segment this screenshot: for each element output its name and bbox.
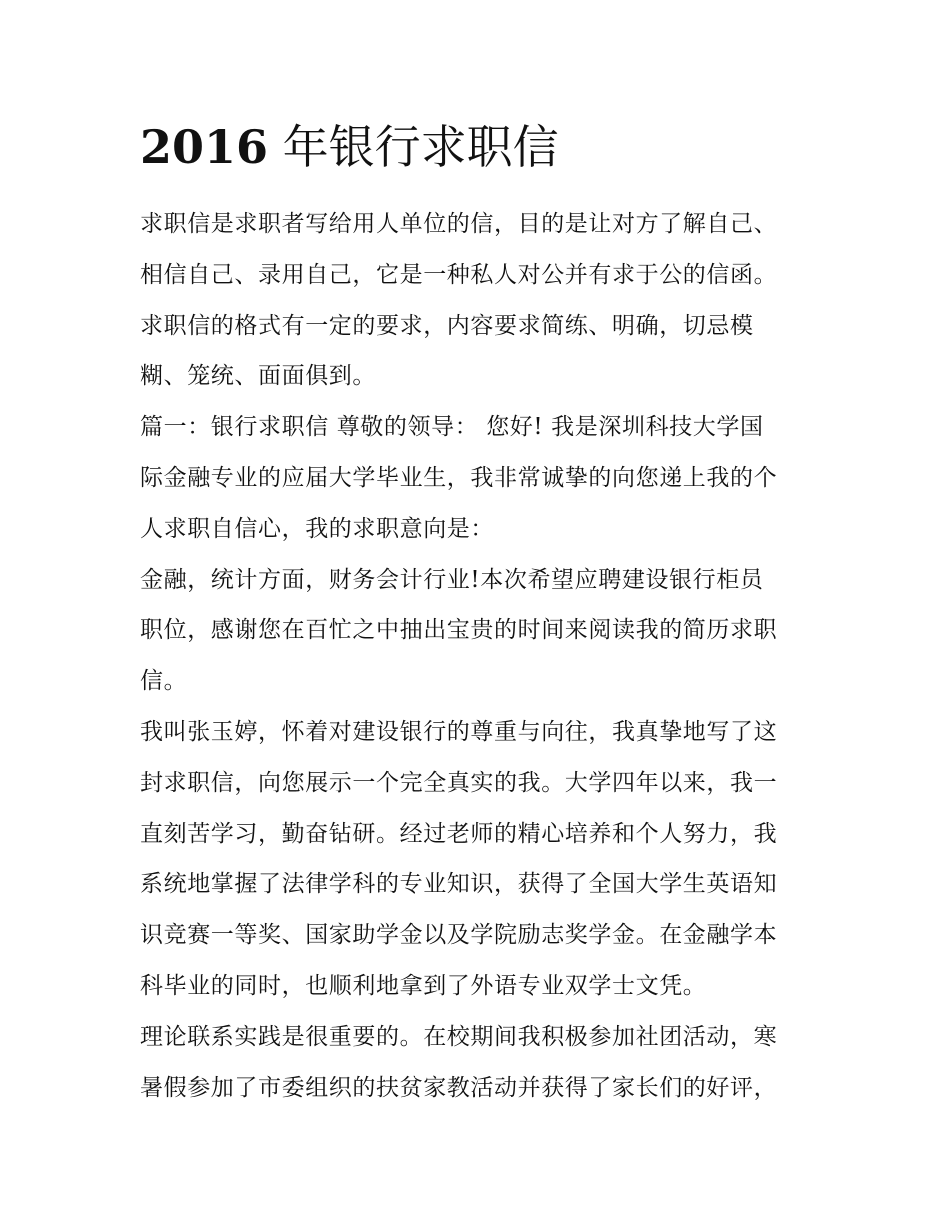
- title-text: 年银行求职信: [282, 120, 559, 174]
- text-line: 识竞赛一等奖、国家助学金以及学院励志奖学金。在金融学本: [140, 922, 778, 949]
- text-line: 职位，感谢您在百忙之中抽出宝贵的时间来阅读我的简历求职: [140, 617, 778, 644]
- text-line: 直刻苦学习，勤奋钻研。经过老师的精心培养和个人努力，我: [140, 820, 778, 847]
- text-line: 相信自己、录用自己，它是一种私人对公并有求于公的信函。: [140, 261, 778, 288]
- text-line: 系统地掌握了法律学科的专业知识，获得了全国大学生英语知: [140, 871, 778, 898]
- text-line: 际金融专业的应届大学毕业生，我非常诚挚的向您递上我的个: [140, 464, 778, 491]
- text-line: 封求职信，向您展示一个完全真实的我。大学四年以来，我一: [140, 769, 778, 796]
- text-line: 金融，统计方面，财务会计行业!本次希望应聘建设银行柜员: [140, 566, 764, 593]
- text-line: 求职信是求职者写给用人单位的信，目的是让对方了解自己、: [140, 211, 778, 237]
- text-line: 理论联系实践是很重要的。在校期间我积极参加社团活动，寒: [140, 1023, 778, 1050]
- paragraph-intention: [140, 555, 820, 707]
- page-title: [140, 112, 820, 182]
- text-line: 篇一：银行求职信 尊敬的领导： 您好! 我是深圳科技大学国: [140, 414, 764, 441]
- document-page: [140, 112, 820, 1113]
- text-line: 我叫张玉婷，怀着对建设银行的尊重与向往，我真挚地写了这: [140, 718, 778, 745]
- text-line: 人求职自信心，我的求职意向是：: [140, 515, 494, 542]
- text-line: 信。: [140, 668, 188, 695]
- paragraph-greeting: [140, 402, 820, 554]
- letter-body: [140, 199, 820, 1113]
- paragraph-practice: [140, 1012, 820, 1114]
- paragraph-intro: [140, 199, 820, 402]
- text-line: 科毕业的同时，也顺利地拿到了外语专业双学士文凭。: [140, 972, 707, 999]
- text-line: 糊、笼统、面面俱到。: [140, 363, 376, 390]
- text-line: 求职信的格式有一定的要求，内容要求简练、明确，切忌模: [140, 312, 754, 339]
- text-line: 暑假参加了市委组织的扶贫家教活动并获得了家长们的好评，: [140, 1074, 778, 1101]
- paragraph-background: [140, 707, 820, 1012]
- title-year: 2016: [140, 120, 269, 174]
